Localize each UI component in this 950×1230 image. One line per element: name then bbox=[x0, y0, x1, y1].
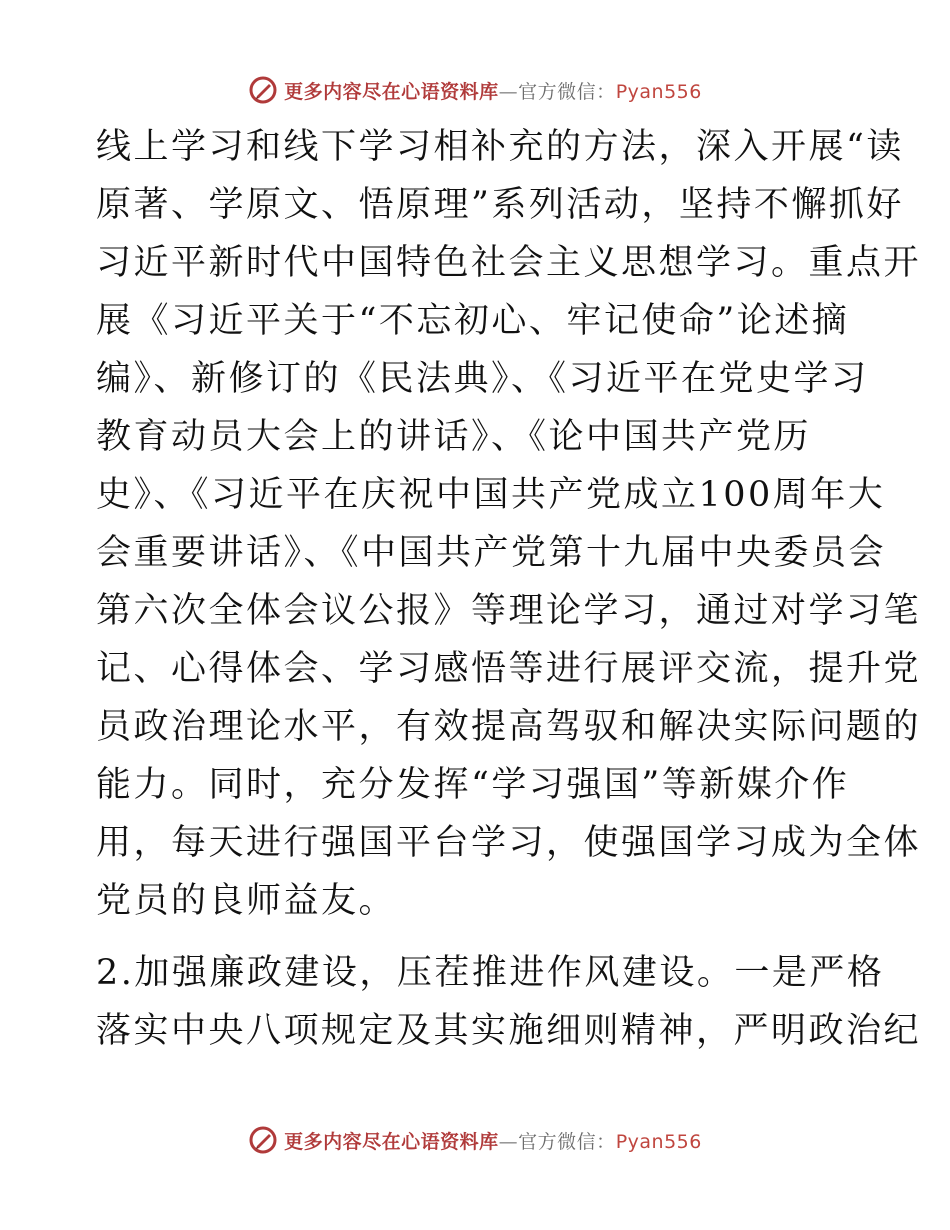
pen-logo-icon bbox=[248, 75, 278, 105]
paragraph-2 bbox=[96, 944, 922, 1060]
paragraph-1 bbox=[96, 118, 922, 930]
text-line: 习近平新时代中国特色社会主义思想学习。重点开 bbox=[96, 243, 922, 283]
watermark-label: 官方微信： bbox=[518, 80, 616, 103]
text-line: 第六次全体会议公报》等理论学习，通过对学习笔 bbox=[96, 591, 922, 631]
text-line: 原著、学原文、悟原理”系列活动，坚持不懈抓好 bbox=[96, 185, 904, 225]
watermark-site-text: 更多内容尽在心语资料库 bbox=[284, 1130, 499, 1153]
text-line: 2.加强廉政建设，压茬推进作风建设。一是严格 bbox=[96, 953, 885, 993]
header-watermark bbox=[0, 73, 950, 107]
watermark-site-text: 更多内容尽在心语资料库 bbox=[284, 80, 499, 103]
text-line: 编》、新修订的《民法典》、《习近平在党史学习 bbox=[96, 359, 869, 399]
text-line: 教育动员大会上的讲话》、《论中国共产党历 bbox=[96, 417, 812, 457]
watermark-wechat-id: Pyan556 bbox=[615, 1130, 702, 1153]
text-line: 能力。同时，充分发挥“学习强国”等新媒介作 bbox=[96, 765, 850, 805]
text-line: 用，每天进行强国平台学习，使强国学习成为全体 bbox=[96, 823, 922, 863]
text-line: 线上学习和线下学习相补充的方法，深入开展“读 bbox=[96, 127, 904, 167]
paragraph-gap bbox=[96, 930, 856, 944]
watermark-dash: — bbox=[498, 80, 519, 103]
watermark-dash: — bbox=[498, 1130, 519, 1153]
text-line: 记、心得体会、学习感悟等进行展评交流，提升党 bbox=[96, 649, 922, 689]
text-line: 史》、《习近平在庆祝中国共产党成立100周年大 bbox=[96, 475, 886, 515]
footer-watermark bbox=[0, 1123, 950, 1157]
document-body bbox=[96, 118, 922, 1060]
watermark-wechat-id: Pyan556 bbox=[615, 80, 702, 103]
text-line: 员政治理论水平，有效提高驾驭和解决实际问题的 bbox=[96, 707, 922, 747]
text-line: 落实中央八项规定及其实施细则精神，严明政治纪 bbox=[96, 1011, 922, 1051]
text-line: 展《习近平关于“不忘初心、牢记使命”论述摘 bbox=[96, 301, 850, 341]
text-line: 党员的良师益友。 bbox=[96, 881, 397, 921]
watermark-label: 官方微信： bbox=[518, 1130, 616, 1153]
text-line: 会重要讲话》、《中国共产党第十九届中央委员会 bbox=[96, 533, 887, 573]
pen-logo-icon bbox=[248, 1125, 278, 1155]
